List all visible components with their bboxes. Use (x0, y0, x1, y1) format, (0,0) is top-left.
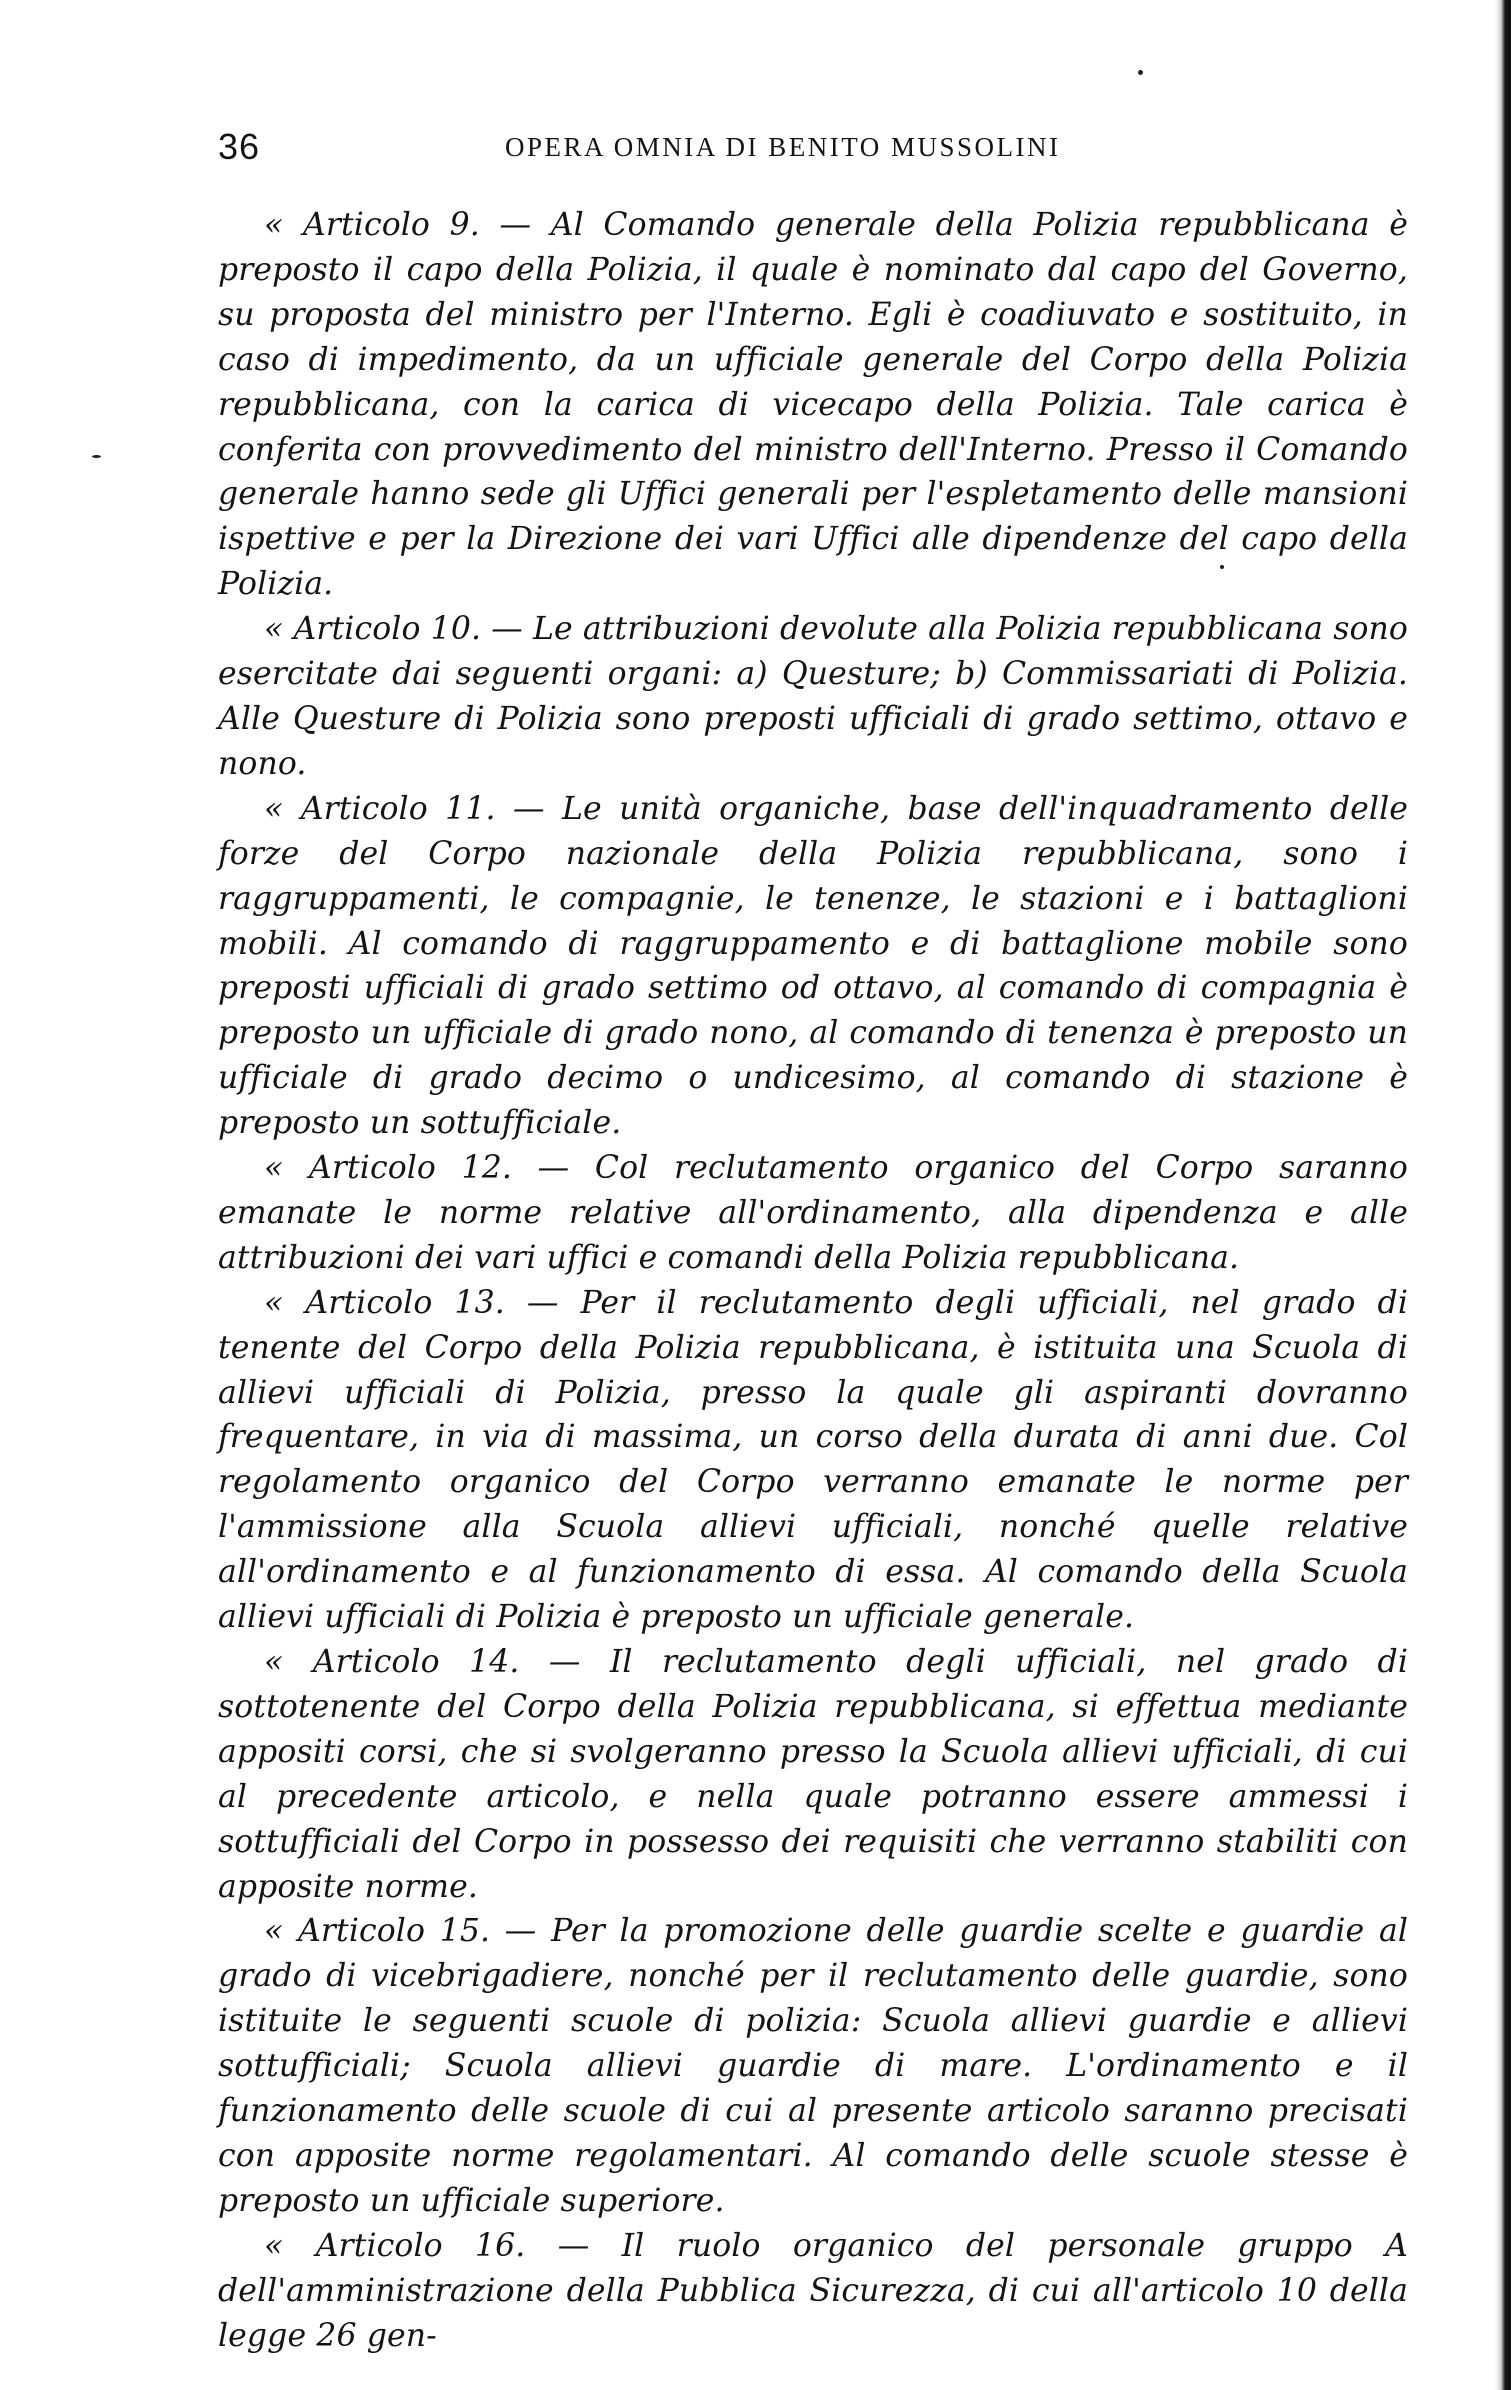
paragraph-article-15: « Articolo 15. — Per la promozione delle guardie scelte e guardie al grado di vicebrigadiere, nonché per il reclutamento delle guardie, sono istituite le seguenti scuole di polizia: Scuola allievi guardie e allievi sottufficiali; Scuola allievi guardie di mare. L'ordinamento e il funzionamento delle scuole di cui al presente articolo saranno precisati con apposite norme regolamentari. Al comando delle scuole stesse è preposto un ufficiale superiore. (218, 1913, 1408, 2219)
paragraph-article-11: « Articolo 11. — Le unità organiche, base dell'inquadramento delle forze del Corpo nazionale della Polizia repubblicana, sono i raggruppamenti, le compagnie, le tenenze, le stazioni e i battaglioni mobili. Al comando di raggruppamento e di battaglione mobile sono preposti ufficiali di grado settimo od ottavo, al comando di compagnia è preposto un ufficiale di grado nono, al comando di tenenza è preposto un ufficiale di grado decimo o undicesimo, al comando di stazione è preposto un sottufficiale. (218, 790, 1408, 1142)
body-text (218, 203, 1408, 2359)
scan-speck (1138, 70, 1143, 75)
paragraph-article-12: « Articolo 12. — Col reclutamento organico del Corpo saranno emanate le norme relative all'ordinamento, alla dipendenza e alle attribuzioni dei vari uffici e comandi della Polizia repubblicana. (218, 1150, 1408, 1276)
scan-speck (92, 455, 101, 458)
page-number: 36 (218, 126, 261, 167)
page-edge-shadow (1493, 0, 1511, 2390)
page-header (218, 126, 1408, 186)
scan-speck (1220, 565, 1224, 569)
running-head: OPERA OMNIA DI BENITO MUSSOLINI (505, 132, 1061, 162)
paragraph-article-9: « Articolo 9. — Al Comando generale della Polizia repubblicana è preposto il capo della Polizia, il quale è nominato dal capo del Governo, su proposta del ministro per l'Interno. Egli è coadiuvato e sostituito, in caso di impedimento, da un ufficiale generale del Corpo della Polizia repubblicana, con la carica di vicecapo della Polizia. Tale carica è conferita con provvedimento del ministro dell'Interno. Presso il Comando generale hanno sede gli Uffici generali per l'espletamento delle mansioni ispettive e per la Direzione dei vari Uffici alle dipendenze del capo della Polizia. (218, 207, 1408, 603)
paragraph-article-16: « Articolo 16. — Il ruolo organico del personale gruppo A dell'amministrazione della Pubblica Sicurezza, di cui all'articolo 10 della legge 26 gen- (218, 2227, 1408, 2354)
paragraph-article-10: « Articolo 10. — Le attribuzioni devolute alla Polizia repubblicana sono esercitate dai seguenti organi: a) Questure; b) Commissariati di Polizia. Alle Questure di Polizia sono preposti ufficiali di grado settimo, ottavo e nono. (218, 611, 1408, 782)
paragraph-article-14: « Articolo 14. — Il reclutamento degli ufficiali, nel grado di sottotenente del Corpo della Polizia repubblicana, si effettua mediante appositi corsi, che si svolgeranno presso la Scuola allievi ufficiali, di cui al precedente articolo, e nella quale potranno essere ammessi i sottufficiali del Corpo in possesso dei requisiti che verranno stabiliti con apposite norme. (218, 1644, 1408, 1905)
paragraph-article-13: « Articolo 13. — Per il reclutamento degli ufficiali, nel grado di tenente del Corpo della Polizia repubblicana, è istituita una Scuola di allievi ufficiali di Polizia, presso la quale gli aspiranti dovranno frequentare, in via di massima, un corso della durata di anni due. Col regolamento organico del Corpo verranno emanate le norme per l'ammissione alla Scuola allievi ufficiali, nonché quelle relative all'ordinamento e al funzionamento di essa. Al comando della Scuola allievi ufficiali di Polizia è preposto un ufficiale generale. (218, 1284, 1408, 1636)
